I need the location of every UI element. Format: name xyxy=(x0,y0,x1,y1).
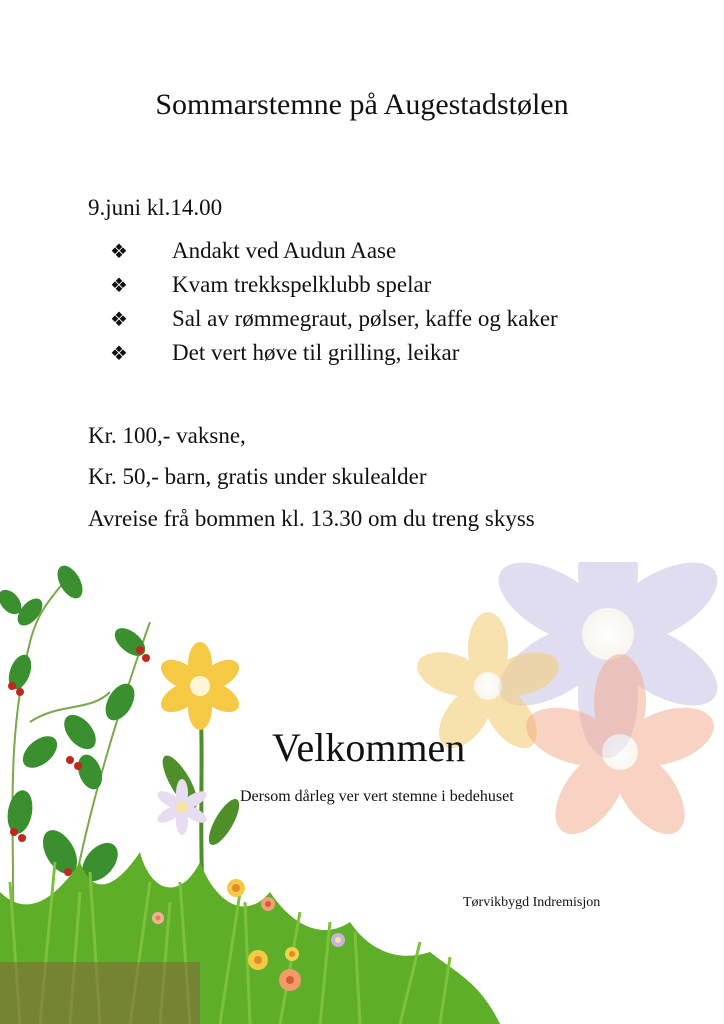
diamond-bullet-icon: ❖ xyxy=(110,274,128,297)
program-item-text: Det vert høve til grilling, leikar xyxy=(172,340,460,365)
diamond-bullet-icon: ❖ xyxy=(110,342,128,365)
price-children: Kr. 50,- barn, gratis under skulealder xyxy=(88,464,427,489)
list-item xyxy=(110,336,558,370)
welcome-heading: Velkommen xyxy=(272,725,466,770)
list-item xyxy=(110,268,558,302)
diamond-bullet-icon: ❖ xyxy=(110,240,128,263)
price-adults: Kr. 100,- vaksne, xyxy=(88,423,246,448)
program-item-text: Andakt ved Audun Aase xyxy=(172,238,397,263)
soil-icon xyxy=(0,962,200,1024)
list-item xyxy=(110,234,558,268)
program-item-text: Sal av rømmegraut, pølser, kaffe og kaker xyxy=(172,306,558,331)
list-item xyxy=(110,302,558,336)
diamond-bullet-icon: ❖ xyxy=(110,308,128,331)
program-list xyxy=(110,234,558,370)
page-title: Sommarstemne på Augestadstølen xyxy=(155,88,569,121)
departure-info: Avreise frå bommen kl. 13.30 om du treng skyss xyxy=(88,506,535,531)
event-date: 9.juni kl.14.00 xyxy=(88,195,223,220)
weather-note: Dersom dårleg ver vert stemne i bedehuset xyxy=(240,788,514,805)
organizer-signature: Tørvikbygd Indremisjon xyxy=(463,895,601,910)
program-item-text: Kvam trekkspelklubb spelar xyxy=(172,272,432,297)
